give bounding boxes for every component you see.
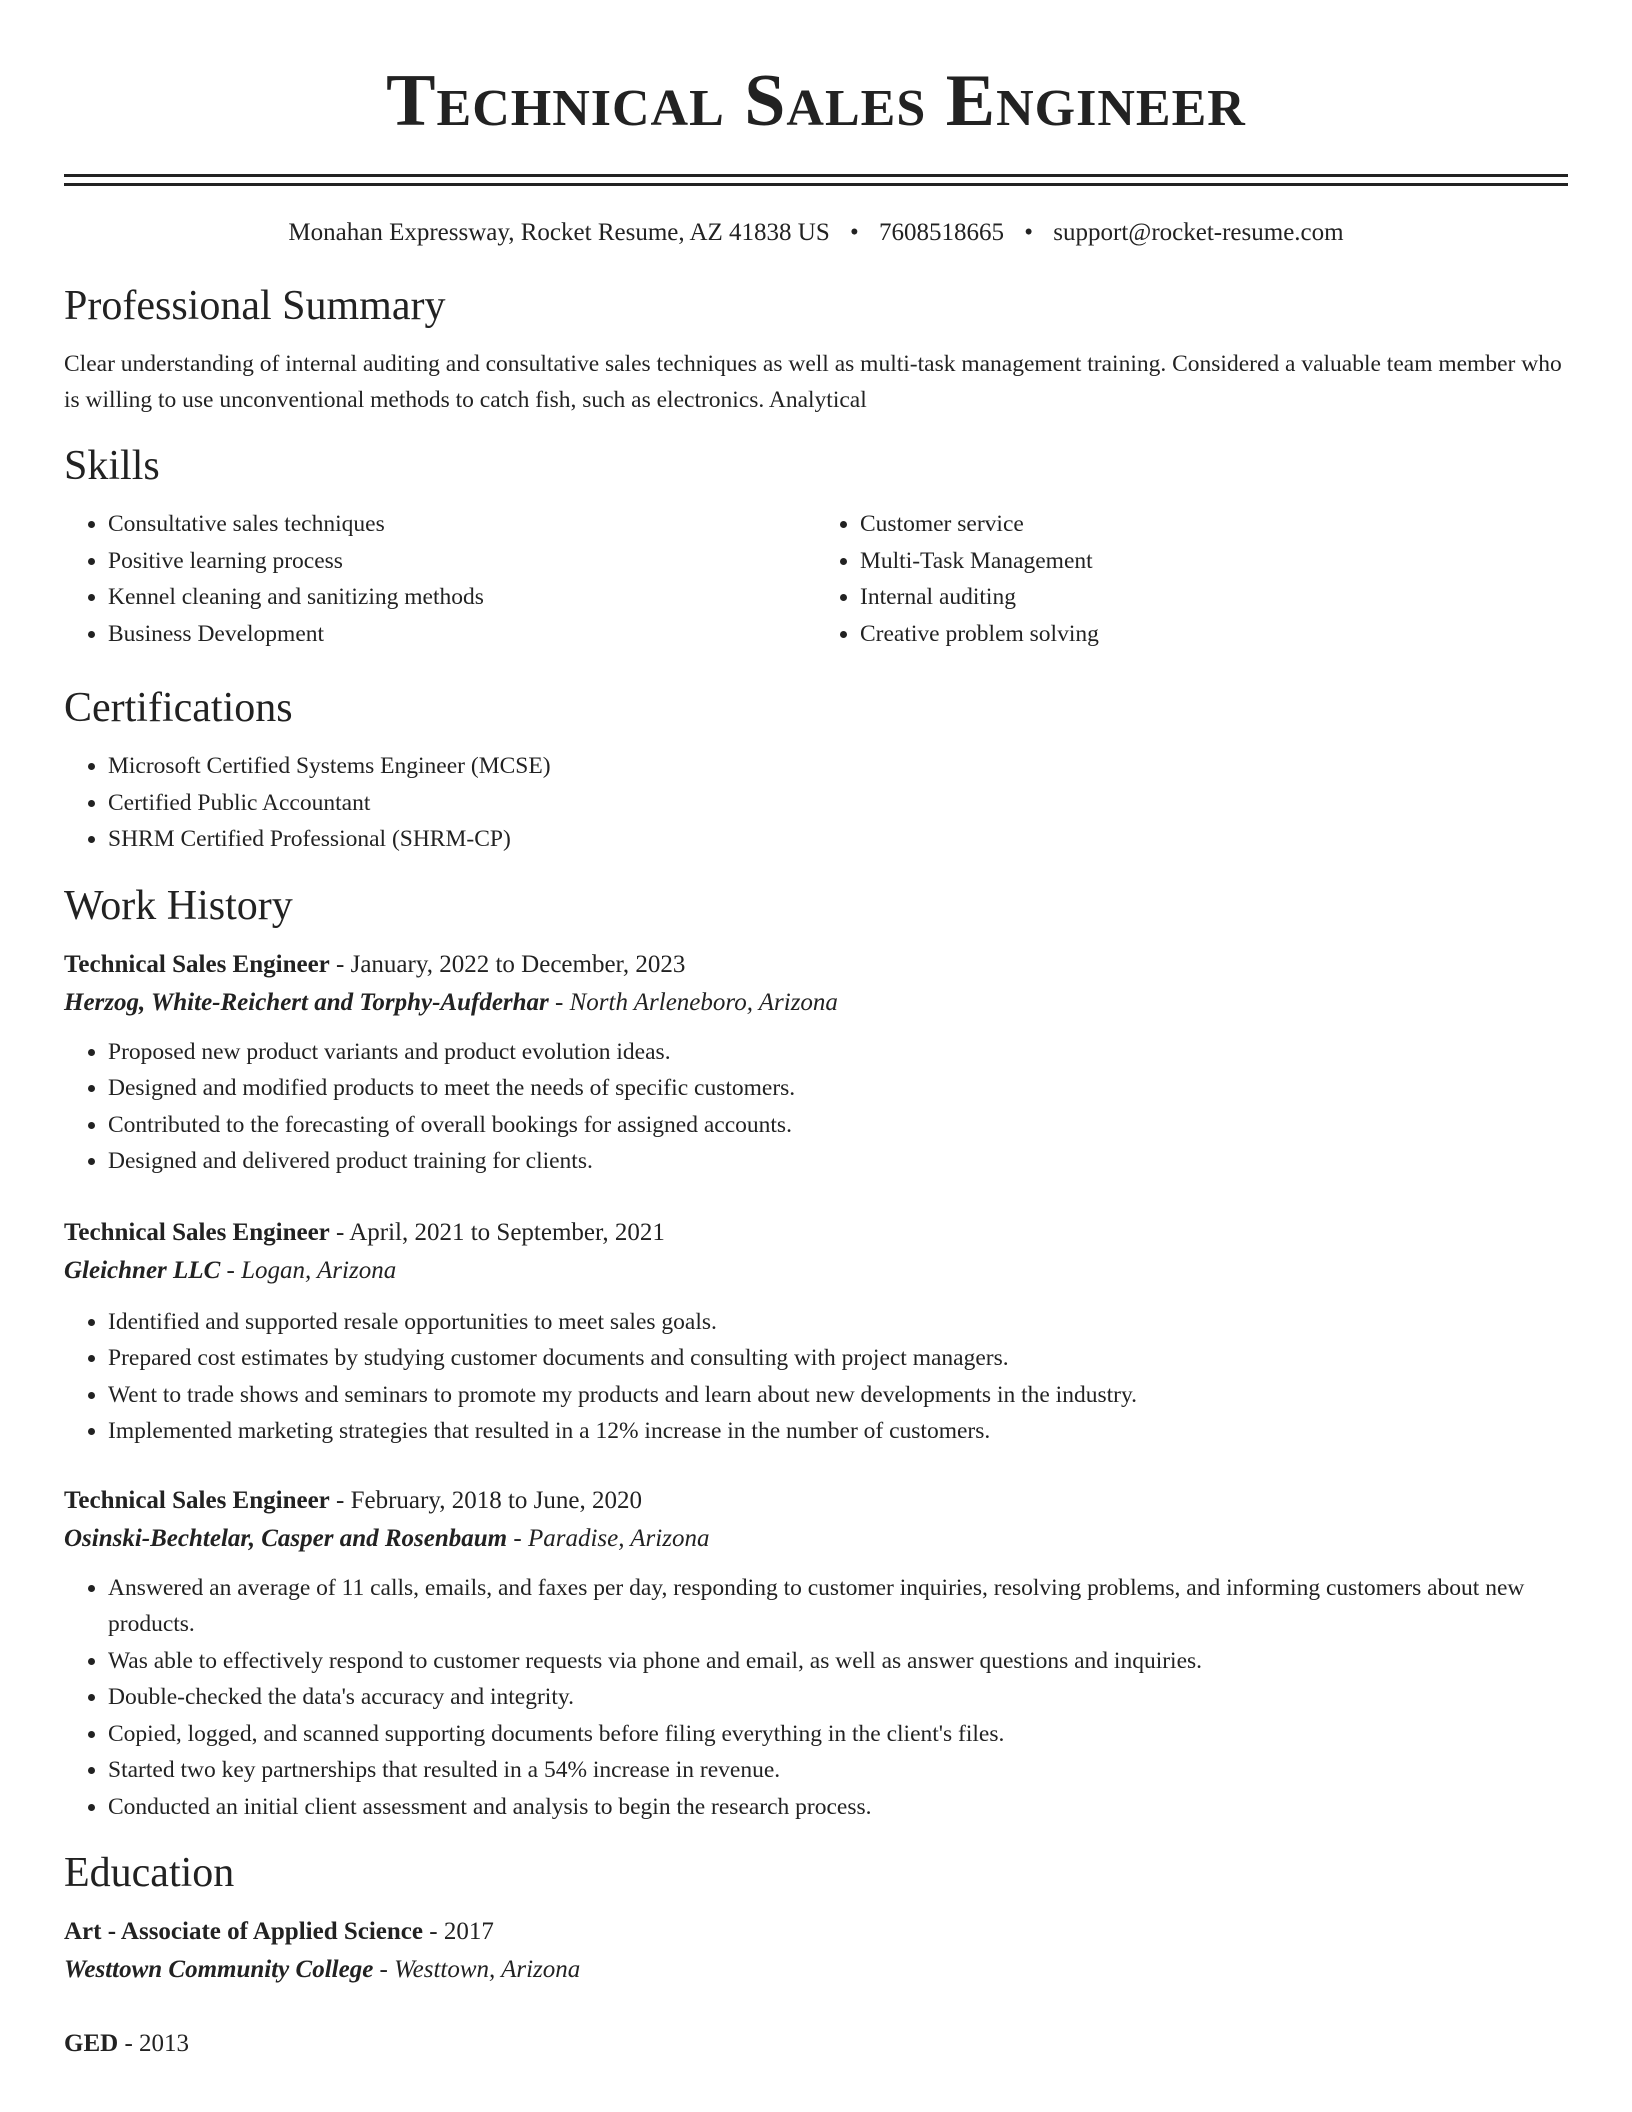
skills-title: Skills [64,443,160,489]
job-bullets [64,1304,1568,1450]
education-title: Education [64,1850,235,1896]
certification-item: • Certified Public Accountant [108,785,1568,822]
certification-item: • SHRM Certified Professional (SHRM-CP) [108,821,1568,858]
resume-page [64,0,1568,2063]
certifications-title: Certifications [64,685,293,731]
skill-item: • Consultative sales techniques [108,506,816,543]
job-bullet: • Double-checked the data's accuracy and integrity. [108,1679,1568,1716]
certifications-section [64,682,1568,858]
text-separator: - [329,950,351,978]
job-location: Paradise, Arizona [527,1524,710,1552]
text-separator: - [422,1918,444,1945]
education-school-line [64,1951,1568,1989]
job-location: North Arleneboro, Arizona [569,988,838,1016]
job-company-line [64,1252,1568,1290]
job-bullet: • Went to trade shows and seminars to promote my products and learn about new developments in the industry. [108,1377,1568,1414]
contact-address: Monahan Expressway, Rocket Resume, AZ 41838 US [288,219,830,246]
text-separator: - [329,1486,351,1514]
text-separator: - [329,1218,350,1246]
job-role: Technical Sales Engineer [64,950,330,978]
job-bullets [64,1570,1568,1826]
job-dates: February, 2018 to June, 2020 [350,1486,642,1514]
summary-title: Professional Summary [64,283,446,329]
job-header [64,1482,1568,1520]
education-degree: Art - Associate of Applied Science [64,1918,423,1945]
education-year: 2017 [443,1918,494,1945]
job-bullet: • Implemented marketing strategies that resulted in a 12% increase in the number of customers. [108,1413,1568,1450]
job-company-line [64,1520,1568,1558]
job-header [64,946,1568,984]
job-header [64,1214,1568,1252]
text-separator: - [373,1956,395,1983]
job-bullet: • Identified and supported resale opportunities to meet sales goals. [108,1304,1568,1341]
skills-section [64,440,1568,652]
job-company: Gleichner LLC [64,1256,221,1284]
contact-phone: 7608518665 [879,219,1005,246]
job-bullet: • Designed and modified products to meet the needs of specific customers. [108,1070,1568,1107]
job-entry [64,1214,1568,1450]
job-bullet: • Answered an average of 11 calls, emails, and faxes per day, responding to customer inquiries, resolving problems, and informing customers about new products. [108,1570,1568,1643]
resume-name: Technical Sales Engineer [386,60,1246,142]
education-section [64,1847,1568,2063]
job-bullet: • Designed and delivered product training for clients. [108,1143,1568,1180]
job-bullet: • Was able to effectively respond to customer requests via phone and email, as well as answer questions and inquiries. [108,1643,1568,1680]
skill-item: • Positive learning process [108,543,816,580]
job-company: Herzog, White-Reichert and Torphy-Aufderhar [64,988,549,1016]
header-rule-top [64,174,1568,177]
skill-item: • Internal auditing [860,579,1568,616]
education-school: Westtown Community College [64,1956,374,1983]
job-role: Technical Sales Engineer [64,1486,330,1514]
job-entry [64,946,1568,1180]
certification-item: • Microsoft Certified Systems Engineer (MCSE) [108,748,1568,785]
text-separator: - [220,1256,242,1284]
education-year: 2013 [139,2030,190,2057]
job-bullet: • Conducted an initial client assessment and analysis to begin the research process. [108,1789,1568,1826]
skills-left-list [64,506,816,652]
work-section [64,880,1568,1826]
education-entry [64,1913,1568,1989]
job-bullet: • Proposed new product variants and product evolution ideas. [108,1034,1568,1071]
job-company-line [64,984,1568,1022]
job-bullet: • Copied, logged, and scanned supporting documents before filing everything in the client's files. [108,1716,1568,1753]
education-entry [64,2025,1568,2063]
contact-separator: • [850,219,859,246]
contact-email: support@rocket-resume.com [1053,219,1344,246]
job-role: Technical Sales Engineer [64,1218,330,1246]
header-rule-bottom [64,183,1568,186]
job-bullet: • Prepared cost estimates by studying customer documents and consulting with project managers. [108,1340,1568,1377]
skill-item: • Creative problem solving [860,616,1568,653]
job-entry [64,1482,1568,1826]
job-location: Logan, Arizona [241,1256,397,1284]
skills-grid [64,506,1568,652]
summary-text: Clear understanding of internal auditing and consultative sales techniques as well as multi-task management training. Considered a valuable team member who is willing to use unconventional methods to catch fish, such as electronics. Analytical [64,351,1562,413]
job-bullets [64,1034,1568,1180]
text-separator: - [548,988,570,1016]
education-degree: GED [64,2030,119,2057]
skill-item: • Business Development [108,616,816,653]
contact-line [64,216,1568,250]
text-separator: - [118,2030,140,2057]
summary-section [64,280,1568,418]
text-separator: - [507,1524,528,1552]
job-company: Osinski-Bechtelar, Casper and Rosenbaum [64,1524,508,1552]
education-location: Westtown, Arizona [394,1956,581,1983]
skill-item: • Multi-Task Management [860,543,1568,580]
skill-item: • Kennel cleaning and sanitizing methods [108,579,816,616]
education-header [64,2025,1568,2063]
job-dates: January, 2022 to December, 2023 [350,950,686,978]
skill-item: • Customer service [860,506,1568,543]
job-dates: April, 2021 to September, 2021 [349,1218,665,1246]
work-title: Work History [64,882,293,929]
job-bullet: • Started two key partnerships that resulted in a 54% increase in revenue. [108,1752,1568,1789]
skills-right-list [816,506,1568,652]
job-bullet: • Contributed to the forecasting of overall bookings for assigned accounts. [108,1107,1568,1144]
certifications-list [64,748,1568,858]
education-header [64,1913,1568,1951]
contact-separator: • [1024,219,1034,246]
